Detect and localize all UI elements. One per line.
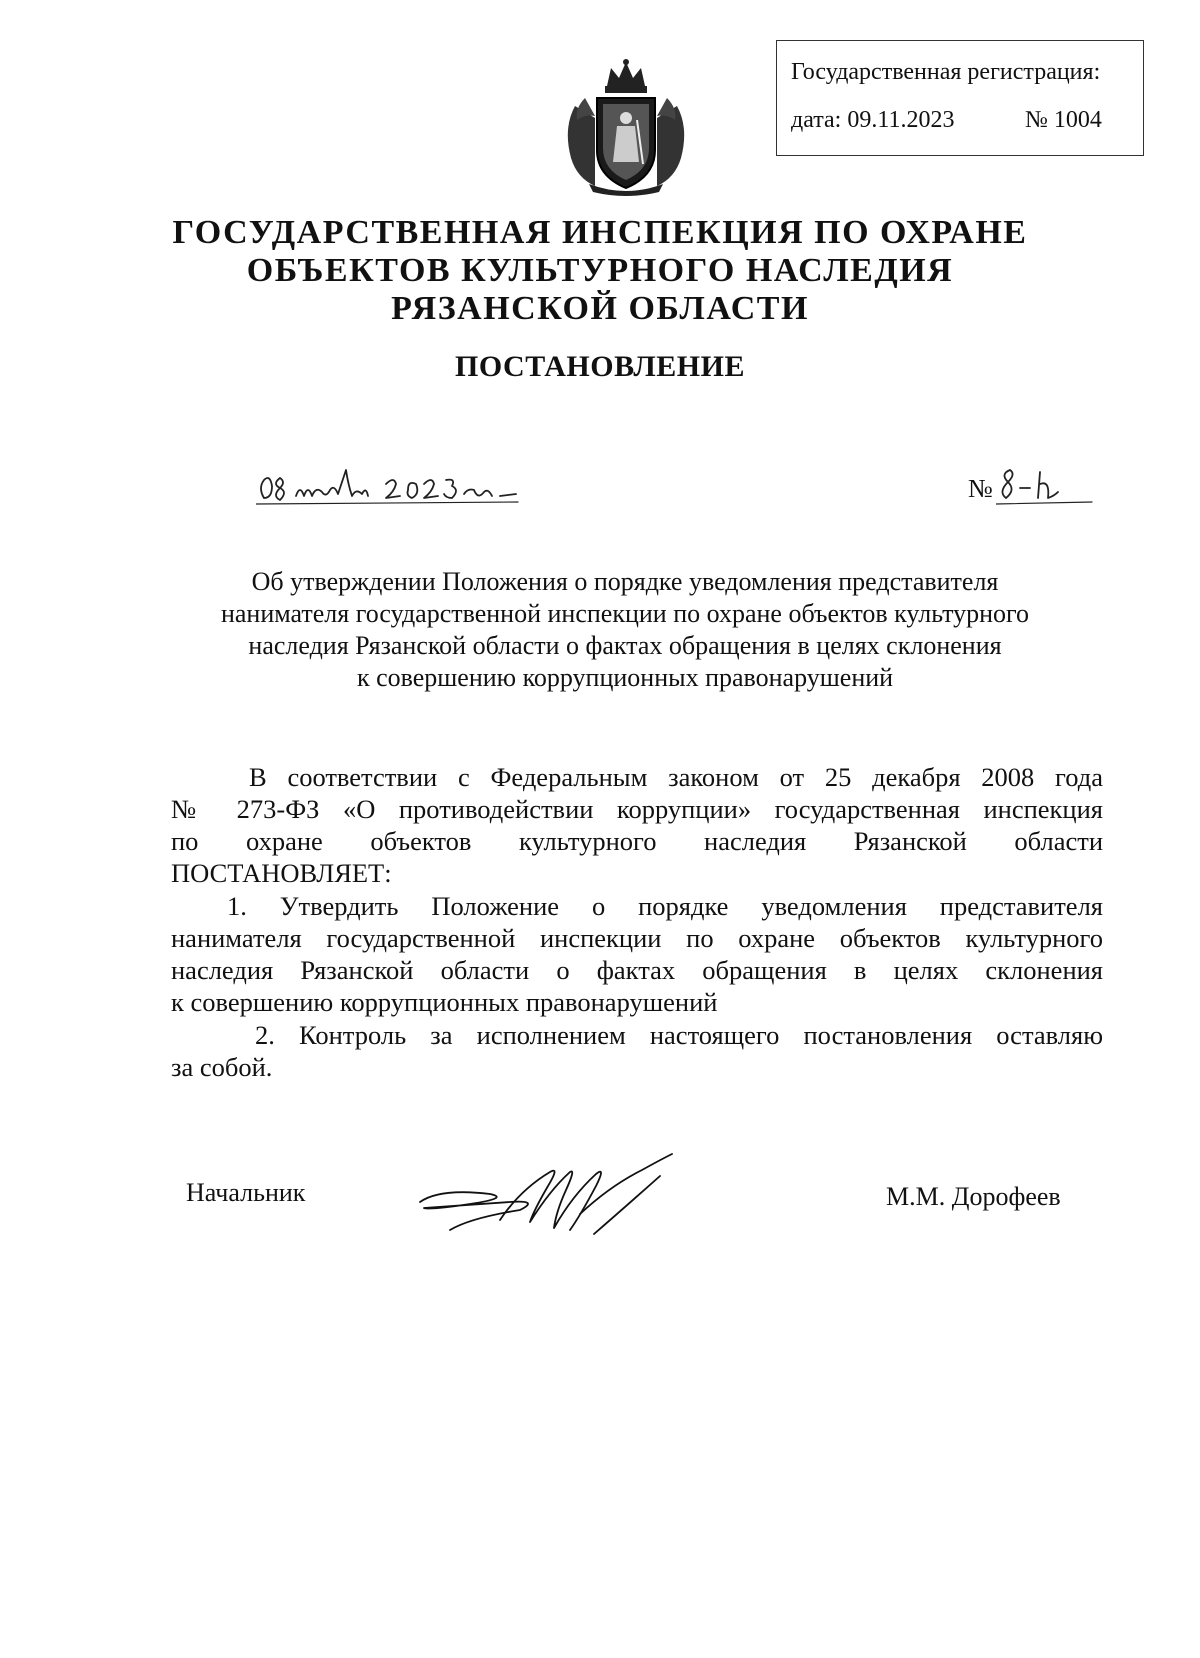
item-1-line-1: 1. Утвердить Положение о порядке уведомления представителя [227,891,1103,921]
preamble-line-3: по охране объектов культурного наследия Рязанской области [171,826,1103,856]
preamble-line-4: ПОСТАНОВЛЯЕТ: [171,858,392,888]
item-1-line-2: нанимателя государственной инспекции по охране объектов культурного [171,923,1103,953]
decree-item-2 [171,1019,1103,1083]
decree-item-1 [171,890,1103,1018]
preamble-line-2: № 273-ФЗ «О противодействии коррупции» государственная инспекция [171,794,1103,824]
item-2-line-2: за собой. [171,1052,273,1082]
handwritten-date-icon [256,462,546,512]
signatory-name: М.М. Дорофеев [886,1182,1061,1211]
signatory-role: Начальник [186,1178,306,1207]
organization-title [140,214,1060,328]
registration-date: дата: 09.11.2023 [791,107,955,133]
org-title-line-3: РЯЗАНСКОЙ ОБЛАСТИ [391,290,809,327]
handwritten-signature-icon [410,1150,710,1250]
decree-number-sign: № [968,474,993,503]
item-1-line-3: наследия Рязанской области о фактах обращения в целях склонения [171,955,1103,985]
decree-subject [170,566,1080,694]
org-title-line-2: ОБЪЕКТОВ КУЛЬТУРНОГО НАСЛЕДИЯ [246,252,954,289]
handwritten-number-icon [996,462,1096,512]
item-2-line-1: 2. Контроль за исполнением настоящего постановления оставляю [255,1020,1103,1050]
subject-line-4: к совершению коррупционных правонарушений [356,663,894,692]
ryazan-coat-of-arms-icon [555,58,697,198]
preamble-line-1: В соответствии с Федеральным законом от 25 декабря 2008 года [249,762,1103,792]
org-title-line-1: ГОСУДАРСТВЕННАЯ ИНСПЕКЦИЯ ПО ОХРАНЕ [172,214,1028,251]
preamble-paragraph [171,761,1103,889]
subject-line-2: нанимателя государственной инспекции по охране объектов культурного [220,599,1030,628]
subject-line-3: наследия Рязанской области о фактах обращения в целях склонения [248,631,1002,660]
document-type: ПОСТАНОВЛЕНИЕ [455,350,745,383]
registration-stamp [776,40,1144,156]
registration-title: Государственная регистрация: [791,59,1101,85]
item-1-line-4: к совершению коррупционных правонарушений [171,987,718,1017]
subject-line-1: Об утверждении Положения о порядке уведомления представителя [251,567,999,596]
registration-number: № 1004 [1025,107,1102,133]
